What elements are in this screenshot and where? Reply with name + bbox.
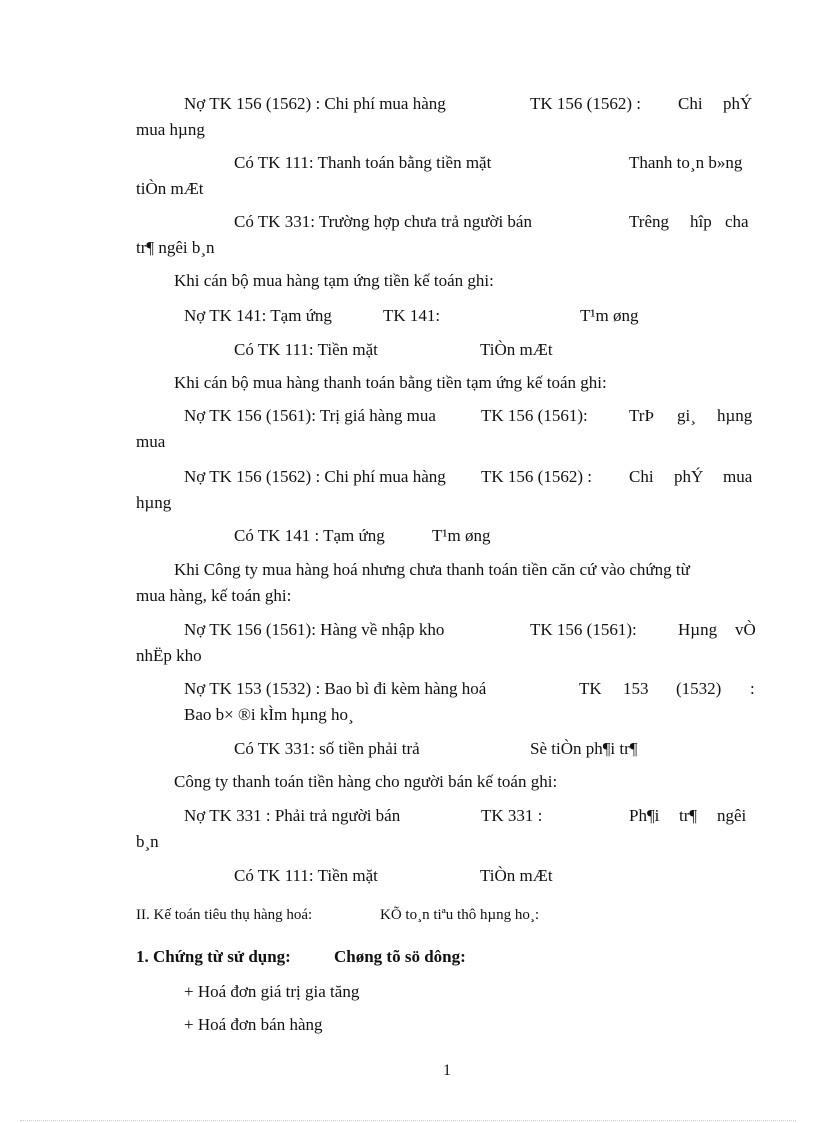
text-line: TK 156 (1561): [530,620,637,639]
text-line: Bao b× ®i kÌm hµng ho¸ [184,705,354,724]
text-line: Nợ TK 156 (1562) : Chi phí mua hàng [184,467,446,486]
page-number: 1 [443,1062,451,1079]
text-line: phÝ [723,94,753,113]
text-line: Nợ TK 156 (1561): Hàng về nhập kho [184,620,445,639]
text-line: Nợ TK 331 : Phải trả người bán [184,806,401,825]
text-line: (1532) [676,679,722,698]
text-line: TiÒn mÆt [480,340,553,359]
text-line: tiÒn mÆt [136,179,204,198]
text-line: Khi cán bộ mua hàng tạm ứng tiền kế toán ghi: [174,271,494,290]
text-line: T¹m øng [580,306,639,325]
text-line: hîp [690,212,712,231]
section-heading: II. Kế toán tiêu thụ hàng hoá: [136,907,313,923]
text-line: Chi [629,467,654,486]
text-line: mua hàng, kế toán ghi: [136,586,292,605]
text-line: Chi [678,94,703,113]
text-line: Nợ TK 141: Tạm ứng [184,306,332,325]
text-line: TrÞ [629,406,654,425]
text-line: Sè tiÒn ph¶i tr¶ [530,739,638,758]
text-line: : [750,679,755,698]
text-line: gi¸ [677,406,696,425]
text-line: Có TK 111: Tiền mặt [234,866,378,885]
text-line: TiÒn mÆt [480,866,553,885]
list-item: + Hoá đơn bán hàng [184,1015,323,1034]
text-line: Công ty thanh toán tiền hàng cho người bán kế toán ghi: [174,772,558,791]
text-line: Thanh to¸n b»ng [629,153,743,172]
text-line: T¹m øng [432,526,491,545]
text-line: phÝ [674,467,704,486]
text-line: Nợ TK 153 (1532) : Bao bì đi kèm hàng hoá [184,679,487,698]
text-line: Có TK 331: Trường hợp chưa trả người bán [234,212,532,231]
text-line: TK 156 (1562) : [481,467,592,486]
text-line: tr¶ [679,806,698,825]
text-line: TK 156 (1561): [481,406,588,425]
text-line: mua [723,467,753,486]
text-line: Trêng [629,212,669,231]
text-line: b¸n [136,832,159,851]
section-heading: KÕ to¸n tiªu thô hµng ho¸: [380,907,540,923]
text-line: Có TK 111: Tiền mặt [234,340,378,359]
text-line: Ph¶i [629,806,660,825]
text-line: cha [725,212,749,231]
page-bottom-rule [20,1120,796,1121]
text-line: Có TK 111: Thanh toán bằng tiền mặt [234,153,492,172]
text-line: Khi cán bộ mua hàng thanh toán bằng tiền tạm ứng kế toán ghi: [174,373,607,392]
text-line [174,560,758,580]
text-line: TK [579,679,602,698]
text-line: ngêi [717,806,747,825]
text-line: hµng [717,406,753,425]
text-line: mua hµng [136,120,205,139]
text-line: Hµng [678,620,718,639]
text-line: Nợ TK 156 (1562) : Chi phí mua hàng [184,94,446,113]
text-line: TK 141: [383,306,441,325]
subsection-heading: 1. Chứng từ sử dụng: [136,947,291,966]
text-line: TK 331 : [481,806,543,825]
text-span: Khi Công ty mua hàng hoá nhưng chưa thanh toán tiền căn cứ vào chứng từ [174,560,690,579]
text-line: mua [136,432,166,451]
text-line: tr¶ ngêi b¸n [136,238,215,257]
text-line: vÒ [735,620,756,639]
text-line: Có TK 331: số tiền phải trả [234,739,420,758]
text-line: TK 156 (1562) : [530,94,641,113]
list-item: + Hoá đơn giá trị gia tăng [184,982,360,1001]
text-line: 153 [623,679,649,698]
text-line: hµng [136,493,172,512]
subsection-heading: Chøng tõ sö dông: [334,947,466,966]
text-line: Có TK 141 : Tạm ứng [234,526,385,545]
text-line: nhËp kho [136,646,202,665]
text-line: Nợ TK 156 (1561): Trị giá hàng mua [184,406,436,425]
